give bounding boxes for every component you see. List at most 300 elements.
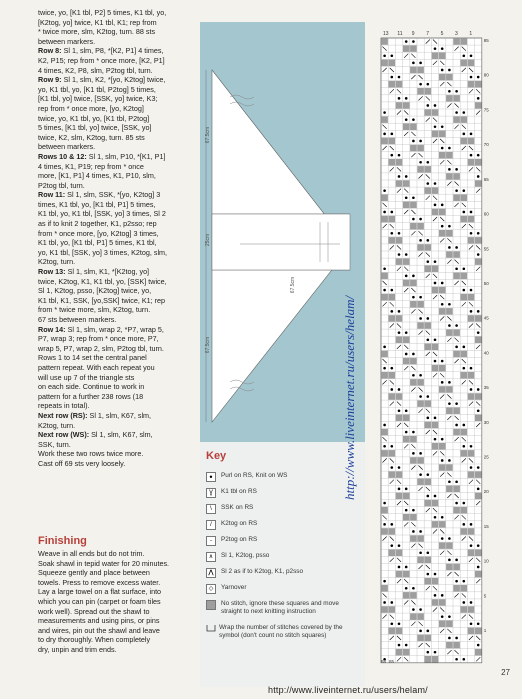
text-line: 67 sts between markers. <box>38 315 117 324</box>
chart-cell-nostitch <box>446 408 453 415</box>
chart-cell-nostitch <box>417 535 424 542</box>
measure-label-top: 67.5cm <box>205 126 212 144</box>
chart-cell-nostitch <box>446 564 453 571</box>
chart-cell-purl <box>405 331 408 334</box>
chart-cell-nostitch <box>396 628 403 635</box>
chart-cell-nostitch <box>425 266 432 273</box>
chart-cell-purl <box>470 289 473 292</box>
chart-cell-purl <box>441 125 444 128</box>
chart-cell-purl <box>463 367 466 370</box>
chart-cell-nostitch <box>425 88 432 95</box>
chart-cell-purl <box>434 651 437 654</box>
chart-cell-nostitch <box>461 38 468 45</box>
chart-cell-nostitch <box>396 258 403 265</box>
chart-cell-purl <box>412 275 415 278</box>
chart-cell-purl <box>405 566 408 569</box>
text-line: measurements and using pins, or pins <box>38 616 160 626</box>
chart-cell-purl <box>412 40 415 43</box>
chart-cell-purl <box>419 551 422 554</box>
chart-cell-nostitch <box>410 592 417 599</box>
chart-cell-purl <box>470 445 473 448</box>
chart-cell-nostitch <box>475 628 482 635</box>
chart-cell-nostitch <box>410 514 417 521</box>
chart-cell-purl <box>441 381 444 384</box>
chart-cell-purl <box>477 310 480 313</box>
chart-cell-nostitch <box>475 159 482 166</box>
chart-cell-purl <box>477 76 480 79</box>
chart-cell-purl <box>383 445 386 448</box>
chart-cell-nostitch <box>446 251 453 257</box>
chart-cell-purl <box>455 480 458 483</box>
chart-cell-nostitch <box>461 138 468 145</box>
chart-cell-nostitch <box>403 280 410 287</box>
chart-cell-purl <box>477 154 480 157</box>
key-label: Purl on RS, Knit on WS <box>221 472 288 479</box>
chart-cell-nostitch <box>475 81 482 88</box>
chart-cell-purl <box>441 47 444 50</box>
chart-top-label: 9 <box>411 31 415 37</box>
chart-cell-purl <box>391 388 394 391</box>
row-10 <box>38 152 196 162</box>
chart-cell-nostitch <box>439 152 446 159</box>
chart-cell-nostitch <box>425 322 432 329</box>
chart-cell-purl <box>441 594 444 597</box>
chart-cell-nostitch <box>403 358 410 365</box>
chart-cell-nostitch <box>417 557 424 564</box>
chart-cell-purl <box>398 97 401 100</box>
chart-cell-purl <box>383 580 386 583</box>
text-line: 4 times, K2, P8, slm, P2tog tbl, turn. <box>38 65 153 75</box>
chart-cell-purl <box>383 424 386 427</box>
yarnover-symbol-icon <box>206 584 216 594</box>
measure-label-right: 67.5cm <box>290 276 297 294</box>
nostitch-symbol-icon <box>206 600 216 610</box>
chart-cell-nostitch <box>403 436 410 443</box>
chart-cell-purl <box>419 83 422 86</box>
chart-cell-purl <box>477 466 480 469</box>
chart-cell-purl <box>412 140 415 143</box>
chart-cell-nostitch <box>410 613 417 620</box>
chart-cell-nostitch <box>468 81 475 88</box>
chart-side-label: 45 <box>483 315 489 321</box>
text-line: K2tog, turn. <box>38 257 76 267</box>
chart-cell-nostitch <box>468 315 475 322</box>
chart-cell-nostitch <box>446 642 453 649</box>
chart-cell-purl <box>434 47 437 50</box>
chart-cell-nostitch <box>425 557 432 564</box>
chart-cell-purl <box>455 559 458 562</box>
chart-cell-nostitch <box>468 528 475 535</box>
chart-cell-nostitch <box>381 273 388 280</box>
text-line: repeats in total). <box>38 401 90 411</box>
text-line: twice, K2, slm, K2tog, turn. 85 sts <box>38 132 145 142</box>
chart-cell-purl <box>463 523 466 526</box>
chart-cell-nostitch <box>396 159 403 166</box>
row-9 <box>38 75 196 85</box>
chart-cell-nostitch <box>461 116 468 123</box>
chart-cell-purl <box>383 502 386 505</box>
chart-cell-purl <box>427 260 430 263</box>
chart-cell-purl <box>398 388 401 391</box>
chart-cell-nostitch <box>446 464 453 471</box>
chart-cell-nostitch <box>403 514 410 521</box>
chart-cell-purl <box>383 601 386 604</box>
chart-cell-nostitch <box>461 351 468 358</box>
chart-cell-purl <box>455 424 458 427</box>
chart-cell-nostitch <box>461 429 468 436</box>
chart-cell-nostitch <box>381 216 388 223</box>
text-line: to dry thoroughly. When completely <box>38 635 151 645</box>
chart-cell-nostitch <box>468 393 475 400</box>
chart-cell-purl <box>398 409 401 412</box>
chart-top-label: 11 <box>397 31 403 37</box>
chart-cell-nostitch <box>410 67 417 74</box>
text-line: pattern for a further 238 rows (18 <box>38 391 144 401</box>
chart-cell-purl <box>455 246 458 249</box>
chart-cell-nostitch <box>446 152 453 159</box>
text-line: as if to knit 2 together, K1, p2sso; rep <box>38 219 157 229</box>
chart-cell-purl <box>427 338 430 341</box>
text-line: Lay a large towel on a flat surface, into <box>38 587 162 597</box>
chart-cell-purl <box>405 509 408 512</box>
chart-cell-purl <box>398 76 401 79</box>
chart-cell-purl <box>398 622 401 625</box>
chart-cell-nostitch <box>396 550 403 557</box>
knitting-chart <box>375 28 491 676</box>
text-line: on each side. Continue to work in <box>38 382 145 392</box>
chart-cell-nostitch <box>468 372 475 379</box>
text-line: dry, unpin and trim ends. <box>38 644 117 654</box>
chart-cell-purl <box>455 580 458 583</box>
chart-cell-purl <box>470 622 473 625</box>
text-line: Cast off 69 sts very loosely. <box>38 458 126 468</box>
chart-cell-nostitch <box>453 251 460 257</box>
chart-cell-purl <box>391 445 394 448</box>
row-13 <box>38 267 196 277</box>
chart-cell-nostitch <box>389 294 396 301</box>
chart-cell-nostitch <box>432 578 439 585</box>
chart-cell-nostitch <box>446 95 453 102</box>
chart-cell-nostitch <box>432 422 439 429</box>
chart-cell-nostitch <box>389 471 396 478</box>
row-label: Next row (RS): <box>38 410 88 420</box>
chart-cell-purl <box>463 111 466 114</box>
chart-cell-purl <box>419 608 422 611</box>
chart-cell-purl <box>427 417 430 420</box>
chart-cell-purl <box>419 395 422 398</box>
chart-cell-purl <box>463 133 466 136</box>
chart-cell-nostitch <box>389 159 396 166</box>
measure-label-mid: 25cm <box>205 233 212 247</box>
chart-cell-nostitch <box>468 550 475 557</box>
text-line: will use up 7 of the triangle sts <box>38 372 135 382</box>
chart-cell-nostitch <box>432 521 439 528</box>
footer-url: http://www.liveinternet.ru/users/helam/ <box>268 685 428 695</box>
chart-cell-purl <box>405 196 408 199</box>
chart-cell-purl <box>470 232 473 235</box>
chart-side-label: 5 <box>483 593 487 599</box>
chart-cell-nostitch <box>417 635 424 642</box>
chart-cell-purl <box>427 161 430 164</box>
chart-cell-nostitch <box>475 649 482 656</box>
chart-cell-purl <box>398 544 401 547</box>
chart-cell-nostitch <box>417 88 424 95</box>
chart-cell-nostitch <box>432 443 439 450</box>
chart-cell-purl <box>434 417 437 420</box>
chart-cell-purl <box>441 537 444 540</box>
chart-cell-nostitch <box>432 287 439 294</box>
chart-cell-purl <box>427 104 430 107</box>
chart-cell-purl <box>412 374 415 377</box>
chart-cell-purl <box>427 395 430 398</box>
text-line: Rows 1 to 14 set the central panel <box>38 353 147 363</box>
chart-cell-purl <box>455 346 458 349</box>
chart-cell-purl <box>463 601 466 604</box>
chart-cell-nostitch <box>446 621 453 628</box>
chart-cell-nostitch <box>381 116 388 123</box>
chart-cell-nostitch <box>468 138 475 145</box>
row-8 <box>38 46 196 56</box>
chart-cell-purl <box>434 182 437 185</box>
chart-cell-nostitch <box>403 102 410 109</box>
chart-cell-nostitch <box>381 195 388 202</box>
text-line: Sl 1, slm, SSK, *[yo, K2tog] 3 <box>67 190 161 200</box>
chart-cell-nostitch <box>468 450 475 457</box>
chart-cell-nostitch <box>468 606 475 613</box>
chart-cell-purl <box>455 658 458 661</box>
k1tbl-symbol-icon <box>206 488 216 498</box>
chart-cell-purl <box>405 409 408 412</box>
chart-cell-nostitch <box>396 315 403 322</box>
chart-side-label: 75 <box>483 107 489 113</box>
chart-cell-nostitch <box>439 464 446 471</box>
chart-cell-purl <box>383 523 386 526</box>
text-line: work well). Spread out the shawl to <box>38 606 150 616</box>
chart-cell-purl <box>448 90 451 93</box>
chart-cell-nostitch <box>461 216 468 223</box>
chart-cell-purl <box>427 651 430 654</box>
text-line: P7, wrap 3; rep from * once more, P7, <box>38 334 159 344</box>
chart-cell-purl <box>455 402 458 405</box>
chart-cell-purl <box>441 204 444 207</box>
text-line: Work these two rows twice more. <box>38 449 144 459</box>
chart-cell-purl <box>383 211 386 214</box>
key-item-sl2 <box>206 568 356 578</box>
chart-cell-purl <box>441 615 444 618</box>
chart-side-label: 65 <box>483 176 489 182</box>
chart-cell-purl <box>412 530 415 533</box>
chart-cell-nostitch <box>425 400 432 407</box>
chart-cell-purl <box>427 182 430 185</box>
chart-cell-purl <box>463 189 466 192</box>
chart-cell-nostitch <box>461 195 468 202</box>
chart-cell-nostitch <box>475 237 482 244</box>
text-line: towels. Press to remove excess water. <box>38 577 161 587</box>
chart-cell-purl <box>463 445 466 448</box>
chart-cell-nostitch <box>410 379 417 386</box>
key-item-wrap <box>206 624 356 640</box>
key-label: No stitch, ignore these squares and move straight to next knitting instruction <box>221 600 339 615</box>
chart-cell-nostitch <box>468 471 475 478</box>
chart-cell-purl <box>405 175 408 178</box>
chart-cell-purl <box>383 289 386 292</box>
chart-cell-purl <box>398 310 401 313</box>
text-line: K2, P15; rep from * once more, [K2, P1] <box>38 55 165 65</box>
key-label: Sl 2 as if to K2tog, K1, p2sso <box>221 568 304 575</box>
chart-top-label: 13 <box>383 31 389 37</box>
chart-cell-nostitch <box>439 131 446 138</box>
chart-grid <box>375 28 491 676</box>
chart-cell-purl <box>391 289 394 292</box>
chart-cell-nostitch <box>381 429 388 436</box>
chart-cell-purl <box>463 346 466 349</box>
chart-cell-nostitch <box>439 621 446 628</box>
chart-cell-purl <box>434 495 437 498</box>
chart-cell-purl <box>455 90 458 93</box>
text-line: between markers. <box>38 36 96 46</box>
chart-cell-nostitch <box>410 457 417 464</box>
chart-cell-purl <box>463 289 466 292</box>
chart-cell-nostitch <box>439 542 446 549</box>
chart-side-label: 35 <box>483 385 489 391</box>
chart-cell-purl <box>419 630 422 633</box>
chart-cell-nostitch <box>425 635 432 642</box>
chart-cell-nostitch <box>389 606 396 613</box>
chart-cell-nostitch <box>396 237 403 244</box>
chart-cell-nostitch <box>461 585 468 592</box>
chart-cell-nostitch <box>468 628 475 635</box>
chart-cell-purl <box>463 267 466 270</box>
chart-cell-purl <box>427 551 430 554</box>
chart-cell-purl <box>419 239 422 242</box>
text-line: yo, K1 tbl, [SSK, yo] 3 times, K2tog, slm, <box>38 247 168 257</box>
chart-cell-nostitch <box>475 571 482 578</box>
chart-cell-purl <box>470 523 473 526</box>
chart-cell-nostitch <box>453 351 460 358</box>
chart-cell-nostitch <box>389 450 396 457</box>
text-line: from * once more, [yo, K2tog] 3 times, <box>38 228 159 238</box>
chart-cell-purl <box>470 133 473 136</box>
chart-cell-purl <box>470 367 473 370</box>
chart-cell-nostitch <box>453 486 460 493</box>
chart-cell-nostitch <box>417 67 424 74</box>
chart-cell-nostitch <box>403 415 410 422</box>
chart-cell-purl <box>477 97 480 100</box>
text-line: * twice more, slm, K2tog, turn. 88 sts <box>38 27 156 37</box>
chart-cell-purl <box>434 104 437 107</box>
text-line: Sl 1, slm, K1, *[K2tog, yo] <box>67 267 150 277</box>
chart-cell-purl <box>470 154 473 157</box>
chart-cell-nostitch <box>453 195 460 202</box>
chart-cell-purl <box>398 566 401 569</box>
chart-cell-purl <box>448 637 451 640</box>
chart-cell-purl <box>412 608 415 611</box>
chart-cell-nostitch <box>410 145 417 152</box>
key-label: SSK on RS <box>221 504 254 511</box>
chart-cell-nostitch <box>468 60 475 67</box>
chart-cell-nostitch <box>475 393 482 400</box>
chart-cell-purl <box>427 495 430 498</box>
chart-cell-purl <box>455 267 458 270</box>
chart-cell-purl <box>477 488 480 491</box>
chart-cell-nostitch <box>396 337 403 344</box>
chart-top-label: 3 <box>455 31 458 37</box>
chart-cell-nostitch <box>410 223 417 230</box>
text-line: [K2tog, yo] twice, K1 tbl, K1; rep from <box>38 17 157 27</box>
text-line: Sl 1, slm, P8, *[K2, P1] 4 times, <box>63 46 164 56</box>
chart-cell-purl <box>448 537 451 540</box>
chart-cell-purl <box>441 147 444 150</box>
chart-cell-nostitch <box>396 180 403 187</box>
key-label: K2tog on RS <box>221 520 258 527</box>
chart-side-label: 25 <box>483 454 489 460</box>
chart-cell-nostitch <box>389 237 396 244</box>
chart-cell-nostitch <box>396 415 403 422</box>
chart-cell-nostitch <box>461 606 468 613</box>
chart-cell-nostitch <box>439 308 446 315</box>
chart-cell-nostitch <box>461 528 468 535</box>
chart-cell-purl <box>455 111 458 114</box>
key-item-yarnover <box>206 584 356 594</box>
chart-cell-purl <box>419 452 422 455</box>
chart-cell-purl <box>463 54 466 57</box>
p2tog-symbol-icon <box>206 536 216 546</box>
text-line: more, [K1, P1] 4 times, K1, P10, slm, <box>38 171 156 181</box>
chart-cell-purl <box>419 218 422 221</box>
chart-cell-purl <box>391 367 394 370</box>
chart-cell-nostitch <box>439 209 446 216</box>
k2tog-symbol-icon <box>206 520 216 530</box>
chart-cell-nostitch <box>432 187 439 194</box>
chart-cell-nostitch <box>439 443 446 450</box>
chart-cell-purl <box>455 168 458 171</box>
chart-cell-nostitch <box>475 550 482 557</box>
chart-cell-purl <box>427 317 430 320</box>
chart-cell-nostitch <box>389 628 396 635</box>
chart-cell-nostitch <box>417 301 424 308</box>
next-row-rs <box>38 411 196 421</box>
chart-cell-purl <box>419 473 422 476</box>
text-line: from * twice more, slm, K2tog, turn. <box>38 305 151 315</box>
key-label: K1 tbl on RS <box>221 488 257 495</box>
chart-cell-nostitch <box>446 329 453 336</box>
chart-cell-purl <box>463 424 466 427</box>
text-line: SSK, turn. <box>38 439 71 449</box>
chart-cell-nostitch <box>425 422 432 429</box>
chart-cell-nostitch <box>439 53 446 60</box>
chart-side-label: 1 <box>483 628 487 634</box>
chart-cell-nostitch <box>403 124 410 131</box>
chart-cell-purl <box>412 118 415 121</box>
chart-cell-purl <box>470 310 473 313</box>
chart-cell-purl <box>398 331 401 334</box>
chart-cell-purl <box>448 303 451 306</box>
chart-cell-nostitch <box>453 564 460 571</box>
chart-cell-purl <box>434 594 437 597</box>
sl1k2tog-symbol-icon <box>206 552 216 562</box>
chart-cell-purl <box>455 324 458 327</box>
chart-cell-nostitch <box>453 429 460 436</box>
chart-cell-purl <box>470 76 473 79</box>
chart-cell-nostitch <box>439 287 446 294</box>
chart-cell-purl <box>427 239 430 242</box>
chart-cell-purl <box>441 303 444 306</box>
chart-cell-nostitch <box>403 493 410 500</box>
chart-cell-nostitch <box>432 344 439 351</box>
text-line: Weave in all ends but do not trim. <box>38 549 145 558</box>
chart-cell-purl <box>477 409 480 412</box>
chart-cell-purl <box>391 54 394 57</box>
